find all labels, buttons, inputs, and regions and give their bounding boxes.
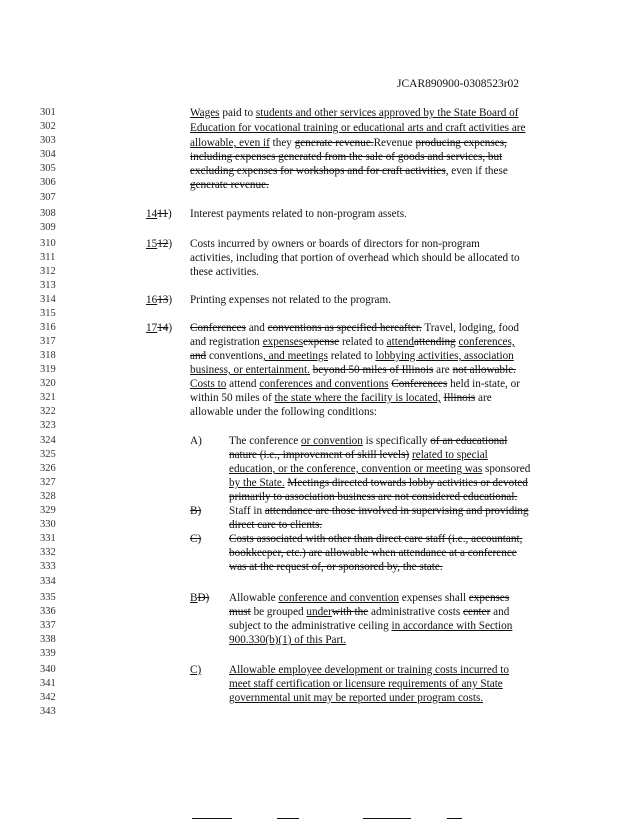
document-id: JCAR890900-0308523r02 [397,78,520,90]
text-line: bookkeeper, etc.) are allowable when attendance at a conference [229,547,517,559]
text-line: these activities. [190,266,259,278]
text-line: Wages paid to students and other services approved by the State Board of [190,107,519,119]
footer-rule [447,818,462,819]
line-number: 338 [40,634,56,645]
line-number: 328 [40,491,56,502]
line-number: 310 [40,238,56,249]
text-line: meet staff certification or licensure requirements of any State [229,678,503,690]
line-number: 325 [40,449,56,460]
line-number: 343 [40,706,56,717]
text-line: nature (i.e., improvement of skill levels) related to special [229,449,488,461]
line-number: 317 [40,336,56,347]
text-line: must be grouped underwith the administrative costs center and [229,606,510,618]
item-label-17: 1714) [146,322,173,334]
line-number: 311 [40,252,56,263]
item-text-printing: Printing expenses not related to the program. [190,294,392,306]
text-line: allowable under the following conditions: [190,406,378,418]
line-number: 314 [40,294,56,305]
line-number: 304 [40,149,56,160]
line-number: 309 [40,222,56,233]
sub-label-a: A) [190,435,202,447]
sub-label-c-new: C) [190,664,202,676]
text-line: 900.330(b)(1) of this Part. [229,634,347,646]
text-line: direct care to clients. [229,519,323,531]
text-line: business, or entertainment. beyond 50 miles of Illinois are not allowable. [190,364,516,376]
text-line: including expenses generated from the sale of goods and services, but [190,151,503,163]
sub-label-bd: BD) [190,592,210,604]
line-number: 321 [40,392,56,403]
line-number: 322 [40,406,56,417]
text-line: generate revenue. [190,179,269,191]
line-number: 312 [40,266,56,277]
item-label-14: 1411) [146,208,172,220]
line-number: 319 [40,364,56,375]
text-line: Costs associated with other than direct care staff (i.e., accountant, [229,533,523,545]
line-number: 335 [40,592,56,603]
line-number: 329 [40,505,56,516]
line-number: 340 [40,664,56,675]
line-number: 307 [40,192,56,203]
line-number: 334 [40,576,56,587]
text-line: Conferences and conventions as specified hereafter. Travel, lodging, food [190,322,520,334]
footer-rule [192,818,232,819]
line-number: 315 [40,308,56,319]
line-number: 323 [40,420,56,431]
text-line: Costs incurred by owners or boards of directors for non-program [190,238,480,250]
line-number: 327 [40,477,56,488]
line-number: 333 [40,561,56,572]
item-text-interest: Interest payments related to non-program assets. [190,208,407,220]
line-number: 301 [40,107,56,118]
line-number: 324 [40,435,56,446]
text-line: was at the request of, or sponsored by, the state. [229,561,443,573]
text-line: Allowable conference and convention expenses shall expenses [229,592,510,604]
text-line: Education for vocational training or educational arts and craft activities are [190,122,526,134]
line-number: 308 [40,208,56,219]
line-number: 320 [40,378,56,389]
line-number: 337 [40,620,56,631]
text-line: by the State. Meetings directed towards lobby activities or devoted [229,477,528,489]
text-line: Allowable employee development or training costs incurred to [229,664,509,676]
text-line: primarily to association business are not considered educational. [229,491,518,503]
line-number: 330 [40,519,56,530]
line-number: 326 [40,463,56,474]
line-number: 336 [40,606,56,617]
text-line: activities, including that portion of overhead which should be allocated to [190,252,520,264]
footer-rule [277,818,299,819]
line-number: 306 [40,177,56,188]
sub-label-c: C) [190,533,202,545]
text-line: within 50 miles of the state where the facility is located, Illinois are [190,392,492,404]
text-line: governmental unit may be reported under program costs. [229,692,484,704]
item-label-16: 1613) [146,294,173,306]
line-number: 305 [40,163,56,174]
text-line: education, or the conference, convention or meeting was sponsored [229,463,531,475]
text-line: and registration expensesexpense related to attendattending conferences, [190,336,515,348]
text-line: excluding expenses for workshops and for craft activities, even if these [190,165,508,177]
line-number: 316 [40,322,56,333]
line-number: 331 [40,533,56,544]
line-number: 332 [40,547,56,558]
line-number: 342 [40,692,56,703]
text-line: The conference or convention is specifically of an educational [229,435,508,447]
text-line: subject to the administrative ceiling in accordance with Section [229,620,513,632]
item-label-15: 1512) [146,238,173,250]
line-number: 318 [40,350,56,361]
text-line: allowable, even if they generate revenue.Revenue producing expenses, [190,137,507,149]
line-number: 313 [40,280,56,291]
line-number: 339 [40,648,56,659]
footer-rule [363,818,411,819]
text-line: Costs to attend conferences and conventions Conferences held in-state, or [190,378,520,390]
line-number: 303 [40,135,56,146]
line-number: 341 [40,678,56,689]
sub-label-b: B) [190,505,202,517]
line-number: 302 [40,121,56,132]
text-line: and conventions, and meetings related to lobbying activities, association [190,350,514,362]
text-line: Staff in attendance are those involved in supervising and providing [229,505,529,517]
